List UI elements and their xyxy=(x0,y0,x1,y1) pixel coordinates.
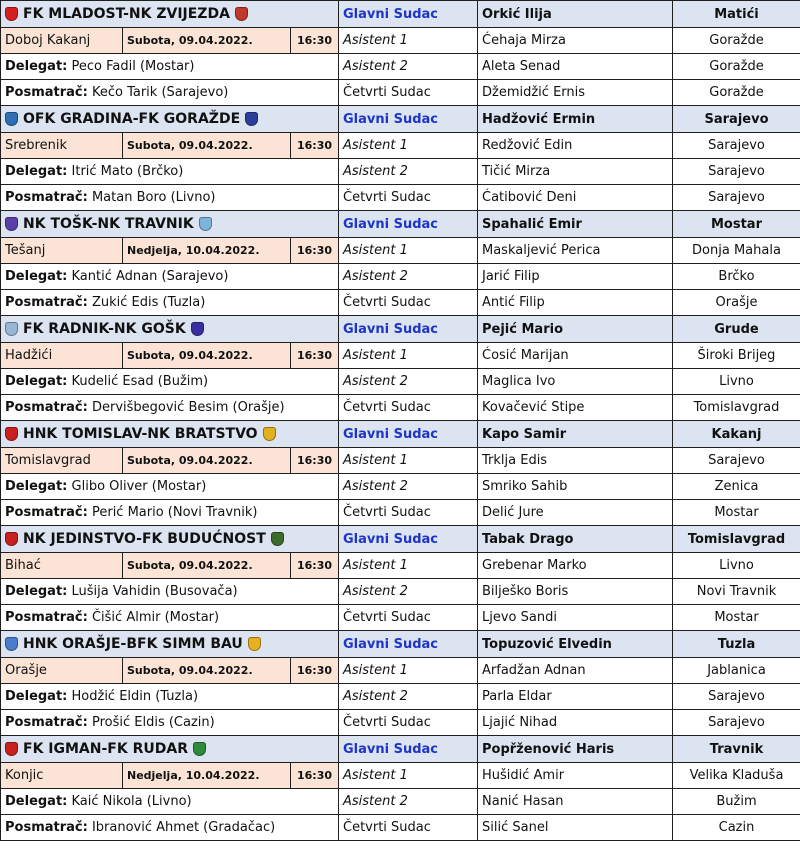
away-crest-icon xyxy=(248,637,261,651)
match-date: Subota, 09.04.2022. xyxy=(123,448,291,474)
observer-row xyxy=(1,815,800,841)
away-crest-icon xyxy=(191,322,204,336)
main-referee-name: Popřženović Haris xyxy=(478,736,673,763)
observer-name: Čišić Almir (Mostar) xyxy=(91,610,220,625)
observer xyxy=(1,815,339,841)
kickoff-time: 16:30 xyxy=(291,238,339,264)
assistant-2-name: Parla Eldar xyxy=(478,684,673,710)
assistant-1-city: Donja Mahala xyxy=(673,238,800,264)
team-separator: - xyxy=(132,111,139,127)
home-crest-icon xyxy=(5,7,18,21)
home-crest-icon xyxy=(5,322,18,336)
delegate xyxy=(1,54,339,80)
fourth-official-city: Goražde xyxy=(673,80,800,106)
home-crest-icon xyxy=(5,637,18,651)
role-fourth-official: Četvrti Sudac xyxy=(339,710,478,736)
match-title xyxy=(1,526,339,553)
kickoff-time: 16:30 xyxy=(291,658,339,684)
role-main-referee: Glavni Sudac xyxy=(339,631,478,658)
assistant-1-city: Jablanica xyxy=(673,658,800,684)
assistant-1-name: Redžović Edin xyxy=(478,133,673,159)
venue: Hadžići xyxy=(1,343,123,369)
delegate-row xyxy=(1,54,800,80)
fourth-official-city: Orašje xyxy=(673,290,800,316)
role-main-referee: Glavni Sudac xyxy=(339,211,478,238)
assistant-2-city: Novi Travnik xyxy=(673,579,800,605)
assistant-2-city: Bužim xyxy=(673,789,800,815)
away-team: FK GORAŽDE xyxy=(138,111,241,127)
team-separator: - xyxy=(108,321,114,337)
main-referee-city: Tomislavgrad xyxy=(673,526,800,553)
delegate-name: Hodžić Eldin (Tuzla) xyxy=(71,689,199,704)
role-assistant-2: Asistent 2 xyxy=(339,474,478,500)
delegate-name: Glibo Oliver (Mostar) xyxy=(71,479,207,494)
team-separator: - xyxy=(91,216,98,232)
assistant-2-city: Sarajevo xyxy=(673,684,800,710)
role-main-referee: Glavni Sudac xyxy=(339,1,478,28)
assistant-1-name: Trklja Edis xyxy=(478,448,673,474)
assistant-1-city: Velika Kladuša xyxy=(673,763,800,789)
match-title xyxy=(1,631,339,658)
match-title xyxy=(1,1,339,28)
match-date: Subota, 09.04.2022. xyxy=(123,553,291,579)
assistant-1-name: Ćehaja Mirza xyxy=(478,28,673,54)
role-assistant-2: Asistent 2 xyxy=(339,684,478,710)
match-venue-row xyxy=(1,133,800,159)
assistant-1-name: Hušidić Amir xyxy=(478,763,673,789)
role-fourth-official: Četvrti Sudac xyxy=(339,815,478,841)
away-crest-icon xyxy=(193,742,206,756)
fourth-official-city: Sarajevo xyxy=(673,710,800,736)
role-assistant-2: Asistent 2 xyxy=(339,789,478,815)
assistant-2-city: Zenica xyxy=(673,474,800,500)
match-header-row xyxy=(1,106,800,133)
match-venue-row xyxy=(1,238,800,264)
assistant-2-city: Sarajevo xyxy=(673,159,800,185)
observer-row xyxy=(1,710,800,736)
main-referee-name: Orkić Ilija xyxy=(478,1,673,28)
role-fourth-official: Četvrti Sudac xyxy=(339,185,478,211)
fourth-official-name: Antić Filip xyxy=(478,290,673,316)
observer-row xyxy=(1,500,800,526)
main-referee-name: Pejić Mario xyxy=(478,316,673,343)
home-crest-icon xyxy=(5,742,18,756)
observer-row xyxy=(1,290,800,316)
delegate-label: Delegat: xyxy=(5,584,68,599)
assistant-1-name: Arfadžan Adnan xyxy=(478,658,673,684)
away-crest-icon xyxy=(245,112,258,126)
observer xyxy=(1,710,339,736)
role-main-referee: Glavni Sudac xyxy=(339,421,478,448)
role-main-referee: Glavni Sudac xyxy=(339,316,478,343)
match-header-row xyxy=(1,631,800,658)
venue: Tešanj xyxy=(1,238,123,264)
away-team: NK TRAVNIK xyxy=(97,216,194,232)
main-referee-name: Spahalić Emir xyxy=(478,211,673,238)
delegate-label: Delegat: xyxy=(5,794,68,809)
main-referee-city: Travnik xyxy=(673,736,800,763)
observer xyxy=(1,80,339,106)
match-title xyxy=(1,736,339,763)
observer xyxy=(1,395,339,421)
role-fourth-official: Četvrti Sudac xyxy=(339,605,478,631)
team-separator: - xyxy=(123,6,129,22)
match-title xyxy=(1,421,339,448)
delegate-name: Kudelić Esad (Bužim) xyxy=(71,374,209,389)
kickoff-time: 16:30 xyxy=(291,448,339,474)
observer-row xyxy=(1,395,800,421)
fourth-official-name: Delić Jure xyxy=(478,500,673,526)
observer xyxy=(1,290,339,316)
delegate xyxy=(1,474,339,500)
assistant-2-name: Jarić Filip xyxy=(478,264,673,290)
delegate-row xyxy=(1,159,800,185)
observer xyxy=(1,605,339,631)
match-title xyxy=(1,211,339,238)
delegate-name: Peco Fadil (Mostar) xyxy=(71,59,195,74)
home-team: FK RADNIK xyxy=(23,321,109,337)
observer-name: Zukić Edis (Tuzla) xyxy=(91,295,206,310)
delegate xyxy=(1,159,339,185)
away-team: FK RUDAR xyxy=(107,741,188,757)
role-fourth-official: Četvrti Sudac xyxy=(339,290,478,316)
observer-label: Posmatrač: xyxy=(5,85,88,100)
match-venue-row xyxy=(1,658,800,684)
match-venue-row xyxy=(1,763,800,789)
delegate-name: Lušija Vahidin (Busovača) xyxy=(71,584,238,599)
observer-row xyxy=(1,80,800,106)
fourth-official-name: Kovačević Stipe xyxy=(478,395,673,421)
delegate-label: Delegat: xyxy=(5,689,68,704)
team-separator: - xyxy=(141,426,148,442)
match-title xyxy=(1,316,339,343)
delegate xyxy=(1,264,339,290)
delegate-row xyxy=(1,474,800,500)
observer xyxy=(1,500,339,526)
away-crest-icon xyxy=(271,532,284,546)
assistant-2-name: Aleta Senad xyxy=(478,54,673,80)
assistant-2-name: Maglica Ivo xyxy=(478,369,673,395)
assistant-1-name: Ćosić Marijan xyxy=(478,343,673,369)
observer-label: Posmatrač: xyxy=(5,505,88,520)
match-date: Subota, 09.04.2022. xyxy=(123,658,291,684)
role-fourth-official: Četvrti Sudac xyxy=(339,80,478,106)
observer-label: Posmatrač: xyxy=(5,295,88,310)
role-assistant-2: Asistent 2 xyxy=(339,369,478,395)
main-referee-city: Sarajevo xyxy=(673,106,800,133)
fourth-official-city: Cazin xyxy=(673,815,800,841)
match-header-row xyxy=(1,526,800,553)
assistant-1-name: Maskaljević Perica xyxy=(478,238,673,264)
home-crest-icon xyxy=(5,217,18,231)
observer-name: Perić Mario (Novi Travnik) xyxy=(91,505,258,520)
away-team: BFK SIMM BAU xyxy=(126,636,243,652)
match-header-row xyxy=(1,421,800,448)
assistant-2-name: Tičić Mirza xyxy=(478,159,673,185)
delegate-row xyxy=(1,264,800,290)
away-team: NK ZVIJEZDA xyxy=(128,6,230,22)
observer-name: Ibranović Ahmet (Gradačac) xyxy=(91,820,276,835)
match-title xyxy=(1,106,339,133)
away-crest-icon xyxy=(235,7,248,21)
observer-name: Prošić Eldis (Cazin) xyxy=(91,715,215,730)
match-header-row xyxy=(1,736,800,763)
kickoff-time: 16:30 xyxy=(291,553,339,579)
assistant-2-city: Brčko xyxy=(673,264,800,290)
kickoff-time: 16:30 xyxy=(291,343,339,369)
role-assistant-1: Asistent 1 xyxy=(339,658,478,684)
away-team: NK GOŠK xyxy=(113,321,186,337)
role-assistant-1: Asistent 1 xyxy=(339,763,478,789)
home-team: NK TOŠK xyxy=(23,216,92,232)
delegate-name: Kaić Nikola (Livno) xyxy=(71,794,192,809)
assistant-1-city: Goražde xyxy=(673,28,800,54)
assistant-1-city: Livno xyxy=(673,553,800,579)
role-main-referee: Glavni Sudac xyxy=(339,736,478,763)
delegate xyxy=(1,684,339,710)
fourth-official-city: Mostar xyxy=(673,605,800,631)
fourth-official-name: Ljevo Sandi xyxy=(478,605,673,631)
delegate-row xyxy=(1,789,800,815)
delegate-row xyxy=(1,684,800,710)
role-assistant-1: Asistent 1 xyxy=(339,238,478,264)
team-separator: - xyxy=(101,741,108,757)
venue: Bihać xyxy=(1,553,123,579)
match-header-row xyxy=(1,211,800,238)
delegate-label: Delegat: xyxy=(5,269,68,284)
kickoff-time: 16:30 xyxy=(291,763,339,789)
match-date: Subota, 09.04.2022. xyxy=(123,28,291,54)
venue: Tomislavgrad xyxy=(1,448,123,474)
observer-label: Posmatrač: xyxy=(5,820,88,835)
match-date: Nedjelja, 10.04.2022. xyxy=(123,763,291,789)
home-crest-icon xyxy=(5,532,18,546)
match-date: Subota, 09.04.2022. xyxy=(123,343,291,369)
fourth-official-city: Mostar xyxy=(673,500,800,526)
assistant-1-city: Sarajevo xyxy=(673,133,800,159)
main-referee-name: Topuzović Elvedin xyxy=(478,631,673,658)
delegate-name: Itrić Mato (Brčko) xyxy=(71,164,184,179)
role-assistant-1: Asistent 1 xyxy=(339,343,478,369)
role-assistant-2: Asistent 2 xyxy=(339,264,478,290)
observer-label: Posmatrač: xyxy=(5,400,88,415)
venue: Doboj Kakanj xyxy=(1,28,123,54)
role-assistant-1: Asistent 1 xyxy=(339,448,478,474)
home-team: FK IGMAN xyxy=(23,741,102,757)
role-assistant-1: Asistent 1 xyxy=(339,133,478,159)
away-team: NK BRATSTVO xyxy=(147,426,258,442)
match-date: Subota, 09.04.2022. xyxy=(123,133,291,159)
observer-label: Posmatrač: xyxy=(5,715,88,730)
venue: Srebrenik xyxy=(1,133,123,159)
away-crest-icon xyxy=(263,427,276,441)
delegate-name: Kantić Adnan (Sarajevo) xyxy=(71,269,229,284)
observer-name: Kečo Tarik (Sarajevo) xyxy=(91,85,229,100)
venue: Orašje xyxy=(1,658,123,684)
observer-label: Posmatrač: xyxy=(5,190,88,205)
delegate-label: Delegat: xyxy=(5,374,68,389)
away-crest-icon xyxy=(199,217,212,231)
assistant-2-city: Livno xyxy=(673,369,800,395)
home-team: NK JEDINSTVO xyxy=(23,531,137,547)
observer xyxy=(1,185,339,211)
assistant-2-city: Goražde xyxy=(673,54,800,80)
assistant-1-name: Grebenar Marko xyxy=(478,553,673,579)
assistant-2-name: Smriko Sahib xyxy=(478,474,673,500)
delegate xyxy=(1,789,339,815)
assistant-2-name: Bilješko Boris xyxy=(478,579,673,605)
match-venue-row xyxy=(1,553,800,579)
main-referee-name: Tabak Drago xyxy=(478,526,673,553)
venue: Konjic xyxy=(1,763,123,789)
main-referee-city: Matići xyxy=(673,1,800,28)
delegate-row xyxy=(1,369,800,395)
role-assistant-1: Asistent 1 xyxy=(339,553,478,579)
observer-name: Matan Boro (Livno) xyxy=(91,190,216,205)
role-assistant-2: Asistent 2 xyxy=(339,579,478,605)
main-referee-name: Hadžović Ermin xyxy=(478,106,673,133)
delegate xyxy=(1,579,339,605)
role-assistant-1: Asistent 1 xyxy=(339,28,478,54)
match-venue-row xyxy=(1,448,800,474)
home-crest-icon xyxy=(5,112,18,126)
main-referee-city: Tuzla xyxy=(673,631,800,658)
assistant-1-city: Široki Brijeg xyxy=(673,343,800,369)
home-crest-icon xyxy=(5,427,18,441)
home-team: HNK TOMISLAV xyxy=(23,426,142,442)
away-team: FK BUDUĆNOST xyxy=(141,531,266,547)
fourth-official-city: Tomislavgrad xyxy=(673,395,800,421)
fourth-official-name: Džemidžić Ernis xyxy=(478,80,673,106)
fourth-official-name: Silić Sanel xyxy=(478,815,673,841)
role-assistant-2: Asistent 2 xyxy=(339,159,478,185)
delegate-row xyxy=(1,579,800,605)
match-date: Nedjelja, 10.04.2022. xyxy=(123,238,291,264)
fourth-official-city: Sarajevo xyxy=(673,185,800,211)
delegate-label: Delegat: xyxy=(5,479,68,494)
home-team: HNK ORAŠJE xyxy=(23,636,121,652)
team-separator: - xyxy=(136,531,142,547)
kickoff-time: 16:30 xyxy=(291,133,339,159)
main-referee-name: Kapo Samir xyxy=(478,421,673,448)
fourth-official-name: Ljajić Nihad xyxy=(478,710,673,736)
fourth-official-name: Ćatibović Deni xyxy=(478,185,673,211)
role-fourth-official: Četvrti Sudac xyxy=(339,500,478,526)
home-team: OFK GRADINA xyxy=(23,111,133,127)
match-venue-row xyxy=(1,343,800,369)
role-main-referee: Glavni Sudac xyxy=(339,526,478,553)
delegate-label: Delegat: xyxy=(5,164,68,179)
main-referee-city: Kakanj xyxy=(673,421,800,448)
match-header-row xyxy=(1,316,800,343)
assistant-2-name: Nanić Hasan xyxy=(478,789,673,815)
observer-label: Posmatrač: xyxy=(5,610,88,625)
assistant-1-city: Sarajevo xyxy=(673,448,800,474)
role-fourth-official: Četvrti Sudac xyxy=(339,395,478,421)
role-main-referee: Glavni Sudac xyxy=(339,106,478,133)
observer-row xyxy=(1,185,800,211)
team-separator: - xyxy=(120,636,127,652)
main-referee-city: Mostar xyxy=(673,211,800,238)
match-header-row xyxy=(1,1,800,28)
role-assistant-2: Asistent 2 xyxy=(339,54,478,80)
observer-row xyxy=(1,605,800,631)
delegate xyxy=(1,369,339,395)
main-referee-city: Grude xyxy=(673,316,800,343)
delegate-label: Delegat: xyxy=(5,59,68,74)
kickoff-time: 16:30 xyxy=(291,28,339,54)
home-team: FK MLADOST xyxy=(23,6,124,22)
match-venue-row xyxy=(1,28,800,54)
observer-name: Dervišbegović Besim (Orašje) xyxy=(91,400,285,415)
